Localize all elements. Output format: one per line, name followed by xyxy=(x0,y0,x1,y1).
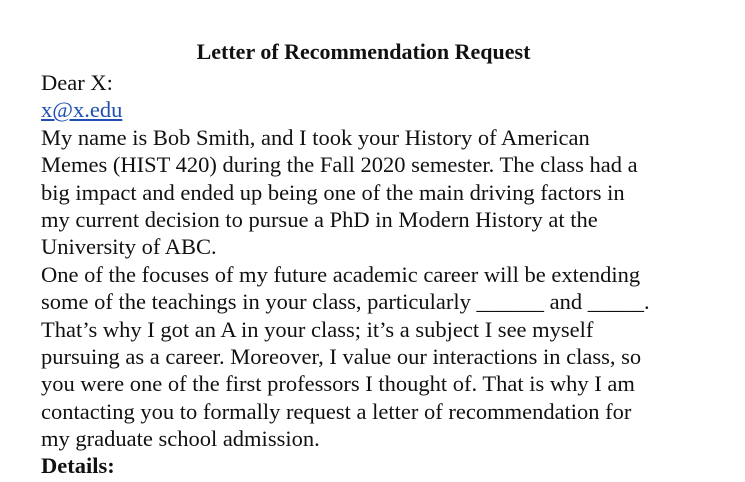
paragraph-line: That’s why I got an A in your class; it’s a subject I see myself xyxy=(41,316,594,342)
paragraph-line: big impact and ended up being one of the main driving factors in xyxy=(41,179,625,205)
salutation: Dear X: xyxy=(41,70,113,95)
paragraph-line: Memes (HIST 420) during the Fall 2020 semester. The class had a xyxy=(41,152,638,178)
email-line xyxy=(41,96,731,123)
paragraph-line: pursuing as a career. Moreover, I value our interactions in class, so xyxy=(41,343,642,369)
paragraph-line: My name is Bob Smith, and I took your History of American xyxy=(41,124,590,150)
paragraph-line: you were one of the first professors I thought of. That is why I am xyxy=(41,371,635,397)
email-link[interactable]: x@x.edu xyxy=(41,97,123,123)
paragraph-line: my current decision to pursue a PhD in Modern History at the xyxy=(41,206,598,232)
paragraph-line: some of the teachings in your class, particularly ______ and _____. xyxy=(41,289,650,315)
details-heading: Details: xyxy=(41,453,115,479)
paragraph-line: University of ABC. xyxy=(41,234,217,260)
paragraph-line: my graduate school admission. xyxy=(41,426,320,452)
paragraph-line: contacting you to formally request a letter of recommendation for xyxy=(41,398,632,424)
letter-body xyxy=(41,69,731,480)
paragraph-line: One of the focuses of my future academic career will be extending xyxy=(41,261,641,287)
document-title: Letter of Recommendation Request xyxy=(196,39,531,64)
